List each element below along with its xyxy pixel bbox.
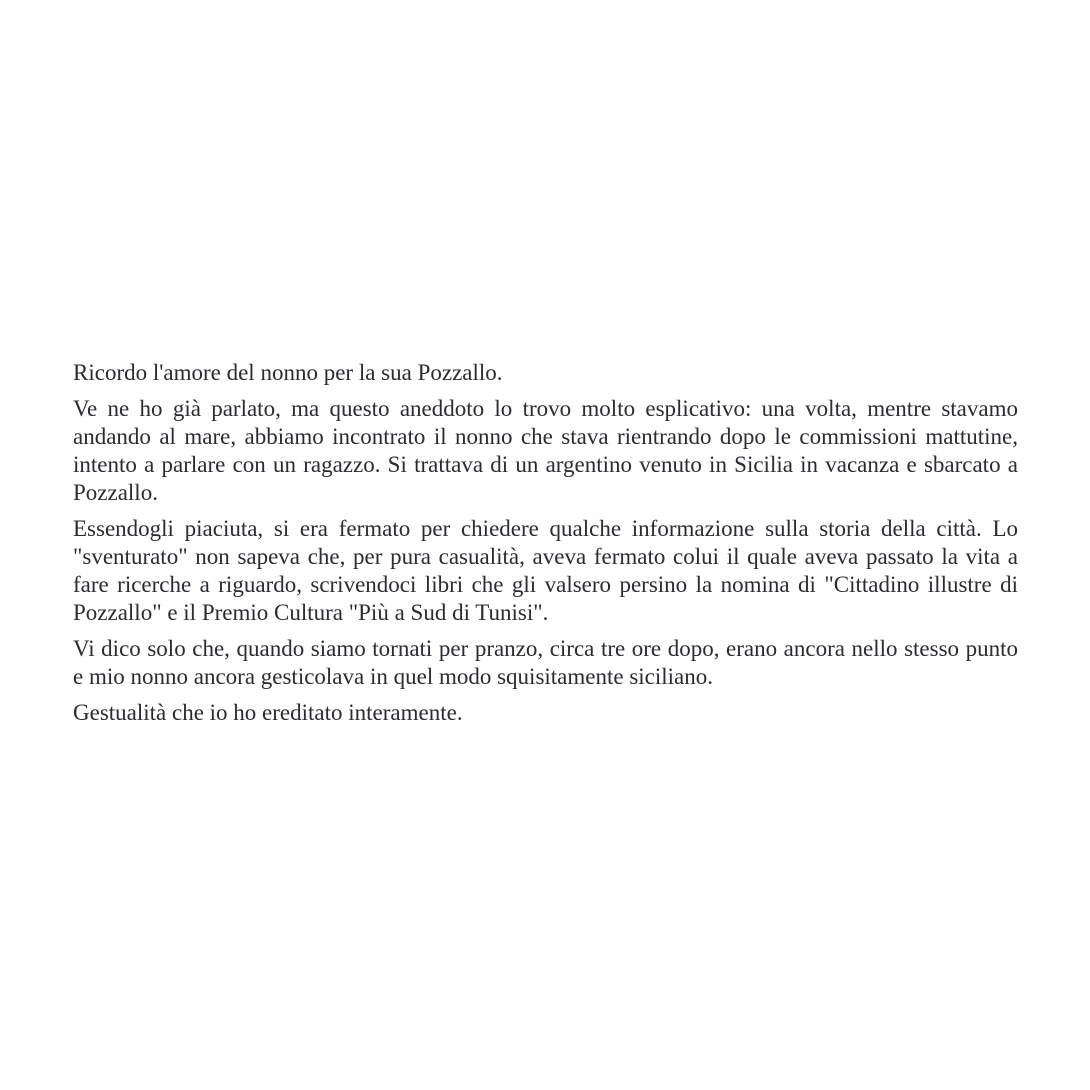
paragraph-3: Essendogli piaciuta, si era fermato per chiedere qualche informazione sulla storia della città. Lo "sventurato" non sapeva che, per pura casualità, aveva fermato colui il quale aveva passato la vita a fare ricerche a riguardo, scrivendoci libri che gli valsero persino la nomina di "Cittadino illustre di Pozzallo" e il Premio Cultura "Più a Sud di Tunisi". [73,516,1018,625]
paragraph-4: Vi dico solo che, quando siamo tornati per pranzo, circa tre ore dopo, erano ancora nello stesso punto e mio nonno ancora gesticolava in quel modo squisitamente siciliano. [73,636,1018,689]
paragraph-2: Ve ne ho già parlato, ma questo aneddoto lo trovo molto esplicativo: una volta, mentre stavamo andando al mare, abbiamo incontrato il nonno che stava rientrando dopo le commissioni mattutine, intento a parlare con un ragazzo. Si trattava di un argentino venuto in Sicilia in vacanza e sbarcato a Pozzallo. [73,396,1018,505]
document-body [73,359,1018,727]
paragraph-5: Gestualità che io ho ereditato interamente. [73,700,463,725]
paragraph-1: Ricordo l'amore del nonno per la sua Pozzallo. [73,360,503,385]
